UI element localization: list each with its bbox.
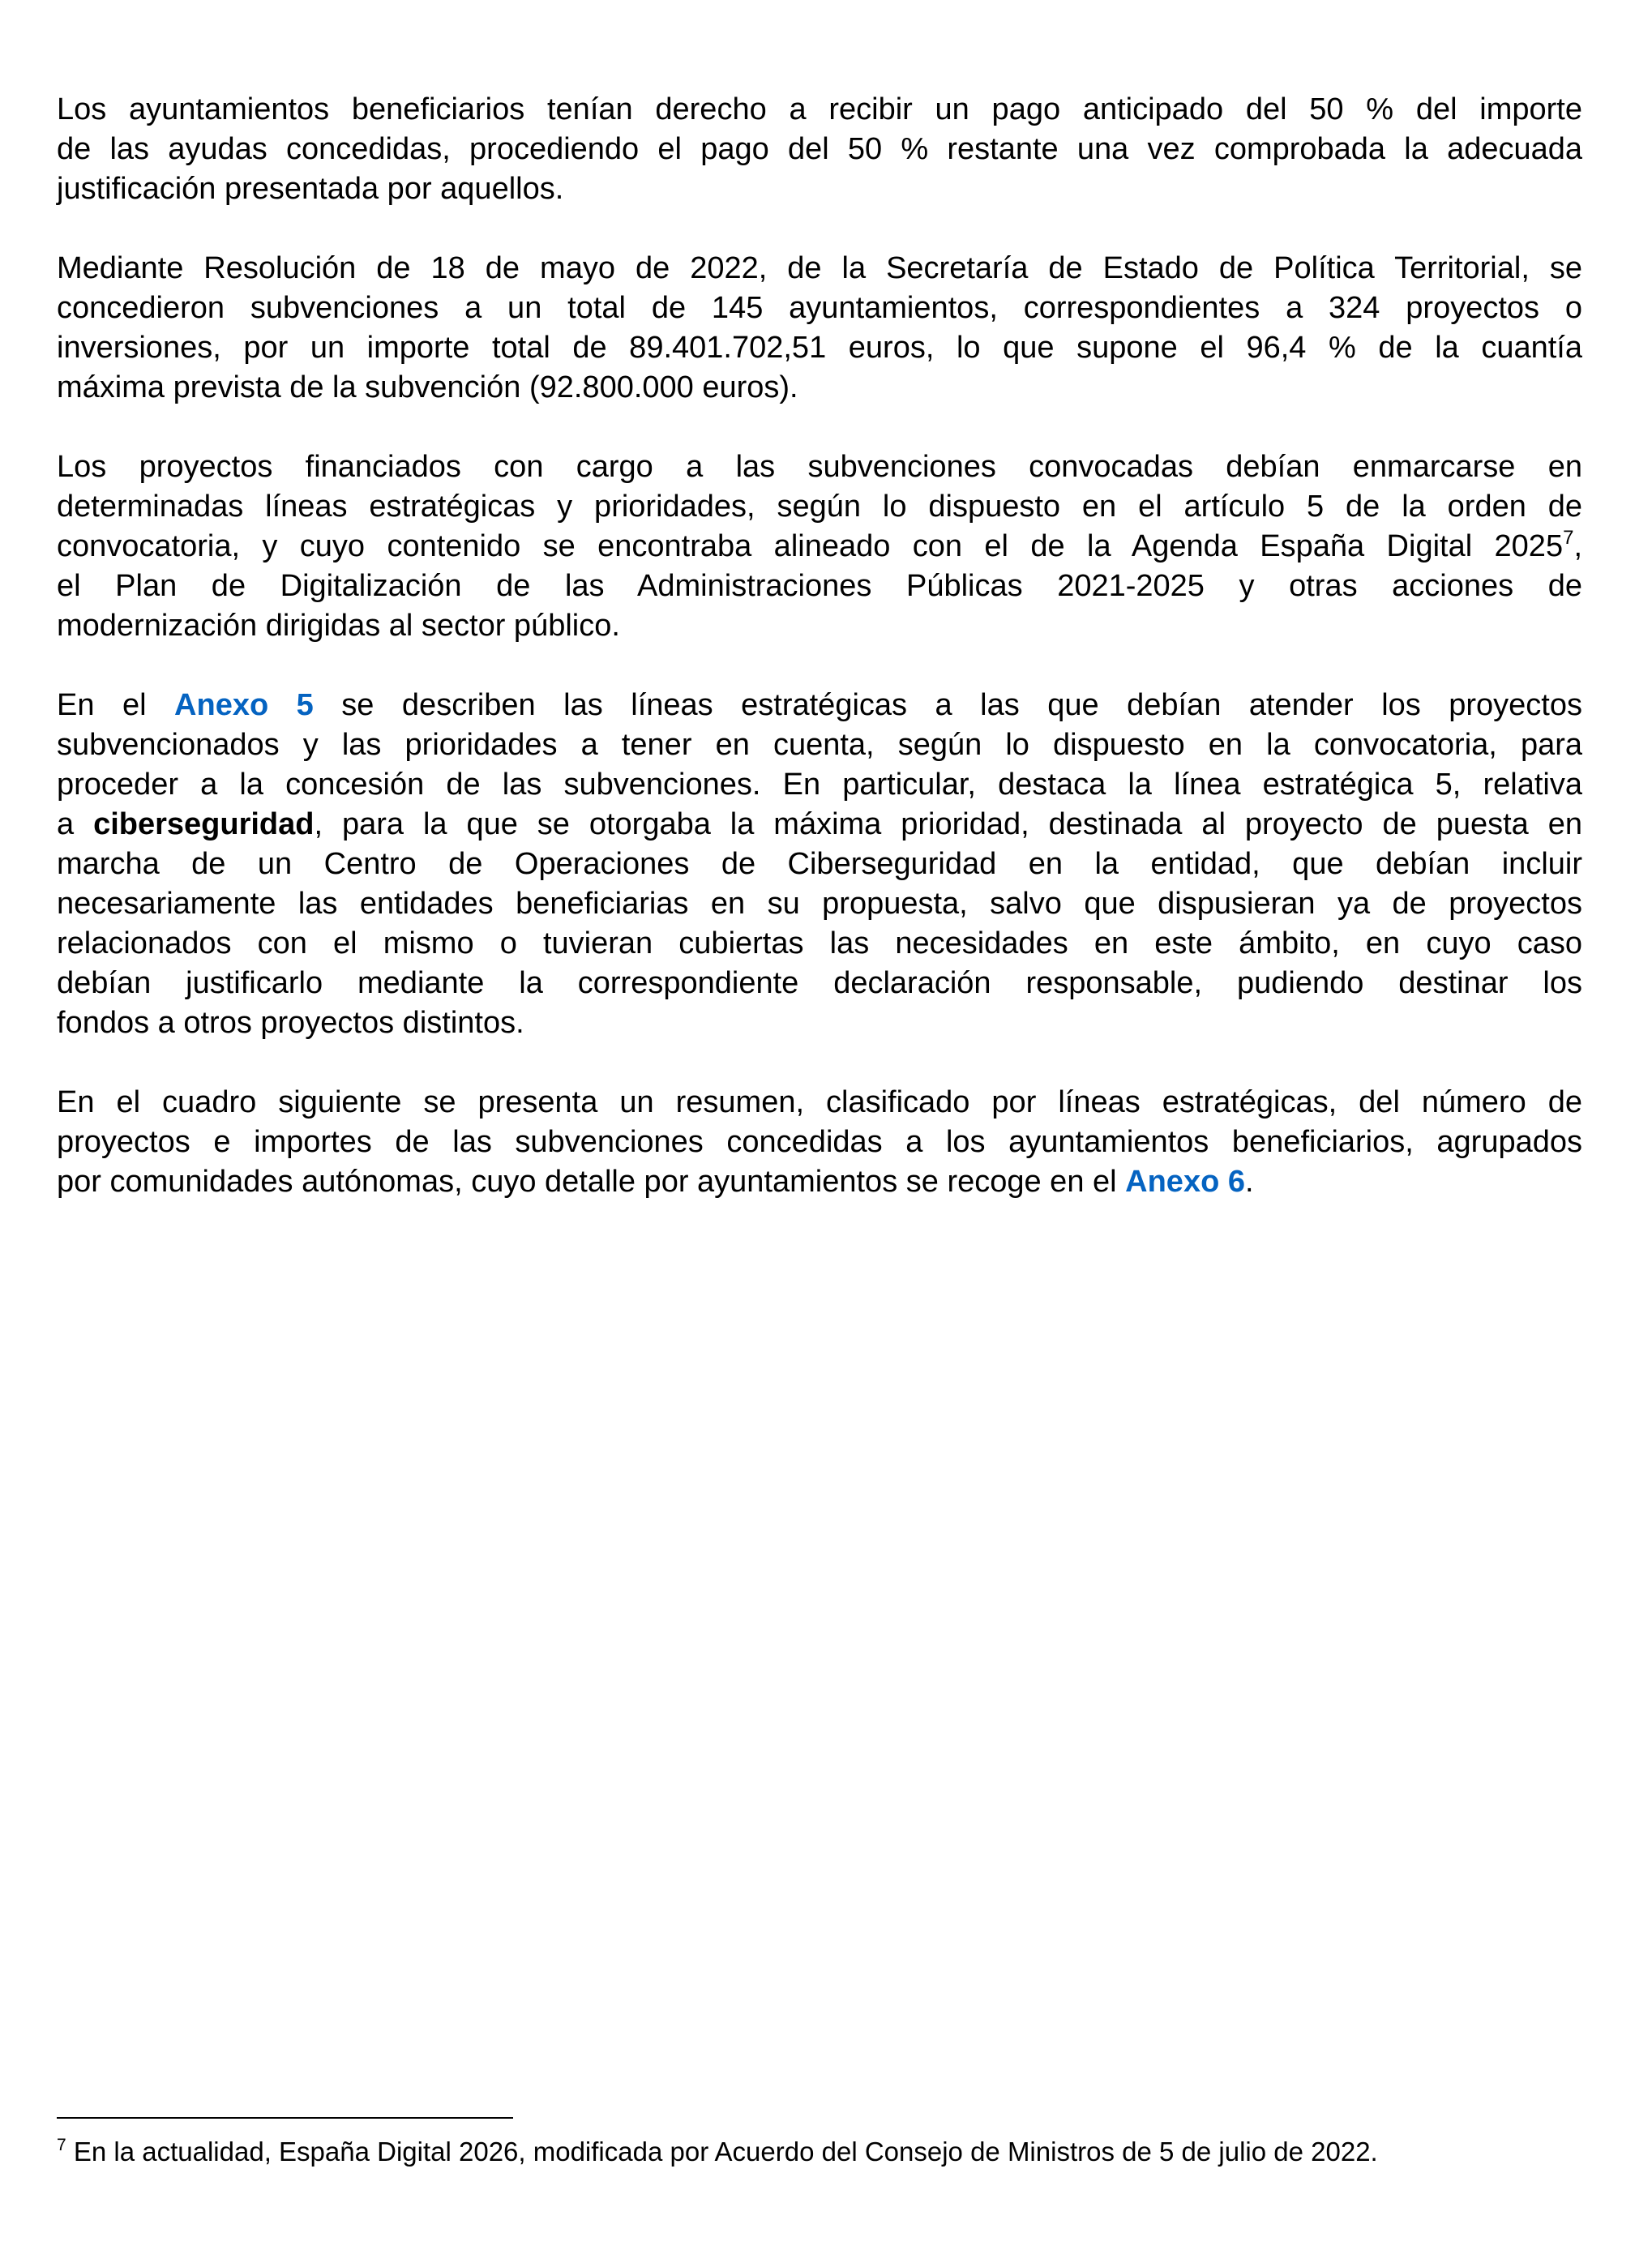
text-segment: En el cuadro siguiente se presenta un resumen, clasificado por líneas estratégicas, del número de	[57, 1085, 1582, 1119]
text-line	[57, 130, 1582, 169]
text-segment: .	[1244, 1165, 1254, 1199]
text-line	[57, 1003, 1582, 1043]
text-segment: debían justificarlo mediante la correspondiente declaración responsable, pudiendo destinar los	[57, 966, 1582, 1000]
document-body	[57, 90, 1582, 1242]
text-line	[57, 686, 1582, 725]
text-segment: el Plan de Digitalización de las Administraciones Públicas 2021-2025 y otras acciones de	[57, 569, 1582, 603]
text-line	[57, 884, 1582, 924]
text-segment: concedieron subvenciones a un total de 145 ayuntamientos, correspondientes a 324 proyectos o	[57, 291, 1582, 325]
text-segment: convocatoria, y cuyo contenido se encontraba alineado con el de la Agenda España Digital 2025	[57, 529, 1564, 563]
paragraph	[57, 1083, 1582, 1202]
text-segment: determinadas líneas estratégicas y prioridades, según lo dispuesto en el artículo 5 de la orden de	[57, 490, 1582, 524]
text-segment: máxima prevista de la subvención (92.800.000 euros).	[57, 370, 798, 404]
footnote-reference[interactable]: 7	[1563, 527, 1574, 549]
paragraph	[57, 90, 1582, 209]
footnote	[57, 2135, 1378, 2169]
text-line	[57, 249, 1582, 289]
paragraph	[57, 249, 1582, 408]
footnote-number: 7	[57, 2136, 66, 2154]
text-line	[57, 924, 1582, 964]
footnote-text: En la actualidad, España Digital 2026, modificada por Acuerdo del Consejo de Ministros de 5 de julio de 2022.	[66, 2137, 1378, 2167]
text-segment: inversiones, por un importe total de 89.401.702,51 euros, lo que supone el 96,4 % de la cuantía	[57, 331, 1582, 365]
text-segment: Mediante Resolución de 18 de mayo de 2022, de la Secretaría de Estado de Política Territorial, se	[57, 251, 1582, 285]
bold-text: ciberseguridad	[93, 807, 315, 841]
text-line	[57, 368, 1582, 408]
annex-link[interactable]: Anexo 6	[1125, 1165, 1245, 1199]
text-segment: marcha de un Centro de Operaciones de Ciberseguridad en la entidad, que debían incluir	[57, 847, 1582, 881]
paragraph	[57, 686, 1582, 1043]
text-line	[57, 447, 1582, 487]
text-segment: por comunidades autónomas, cuyo detalle por ayuntamientos se recoge en el	[57, 1165, 1126, 1199]
text-line	[57, 487, 1582, 527]
text-segment: , para la que se otorgaba la máxima prioridad, destinada al proyecto de puesta en	[314, 807, 1582, 841]
text-line	[57, 567, 1582, 606]
text-segment: proyectos e importes de las subvenciones concedidas a los ayuntamientos beneficiarios, agrupados	[57, 1125, 1582, 1159]
text-line	[57, 1162, 1582, 1202]
text-segment: Los proyectos financiados con cargo a las subvenciones convocadas debían enmarcarse en	[57, 450, 1582, 484]
text-line	[57, 805, 1582, 845]
annex-link[interactable]: Anexo 5	[174, 688, 314, 722]
text-line	[57, 527, 1582, 567]
text-segment: subvencionados y las prioridades a tener en cuenta, según lo dispuesto en la convocatoria, para	[57, 728, 1582, 762]
text-segment: Los ayuntamientos beneficiarios tenían derecho a recibir un pago anticipado del 50 % del importe	[57, 92, 1582, 126]
text-line	[57, 1123, 1582, 1162]
text-segment: de las ayudas concedidas, procediendo el pago del 50 % restante una vez comprobada la adecuada	[57, 132, 1582, 166]
text-segment: relacionados con el mismo o tuvieran cubiertas las necesidades en este ámbito, en cuyo caso	[57, 926, 1582, 960]
text-line	[57, 964, 1582, 1003]
text-line	[57, 1083, 1582, 1123]
text-line	[57, 169, 1582, 209]
text-segment: fondos a otros proyectos distintos.	[57, 1006, 524, 1040]
footnote-separator	[57, 2117, 513, 2119]
paragraph	[57, 447, 1582, 646]
text-segment: ,	[1573, 529, 1582, 563]
text-line	[57, 328, 1582, 368]
text-segment: a	[57, 807, 94, 841]
text-line	[57, 289, 1582, 328]
text-line	[57, 90, 1582, 130]
text-segment: En el	[57, 688, 175, 722]
text-segment: proceder a la concesión de las subvenciones. En particular, destaca la línea estratégica 5, relativa	[57, 768, 1582, 802]
text-segment: justificación presentada por aquellos.	[57, 172, 564, 206]
text-segment: modernización dirigidas al sector público.	[57, 609, 620, 643]
text-line	[57, 606, 1582, 646]
text-segment: necesariamente las entidades beneficiarias en su propuesta, salvo que dispusieran ya de proyectos	[57, 887, 1582, 921]
text-segment: se describen las líneas estratégicas a las que debían atender los proyectos	[313, 688, 1583, 722]
text-line	[57, 725, 1582, 765]
text-line	[57, 765, 1582, 805]
text-line	[57, 845, 1582, 884]
